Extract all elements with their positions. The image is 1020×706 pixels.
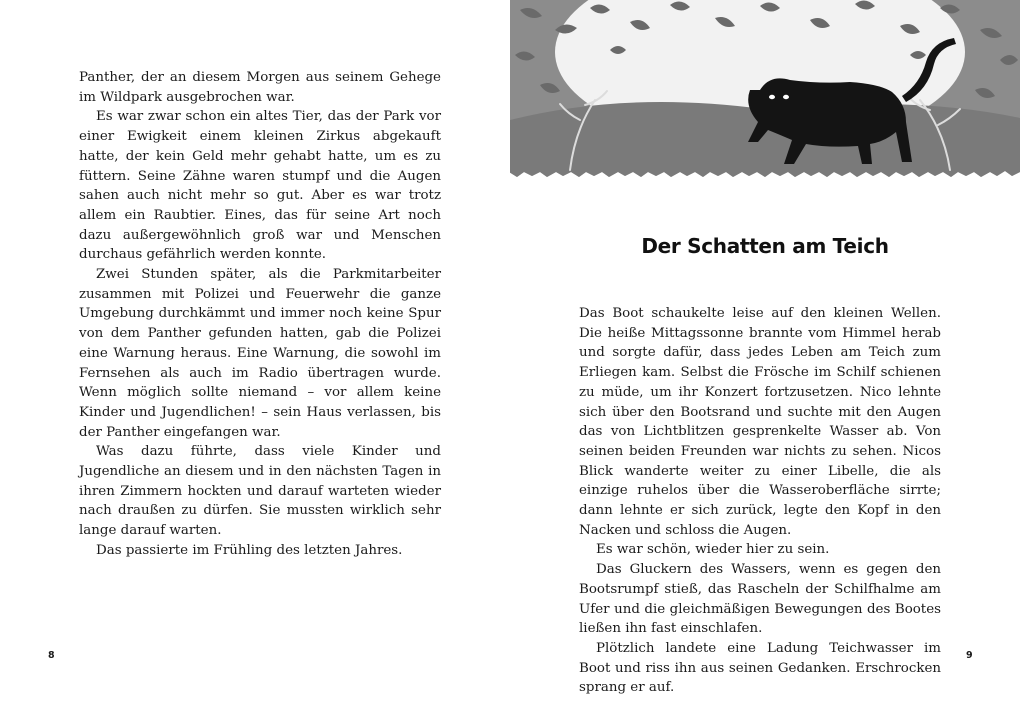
panther-illustration-icon — [510, 0, 1020, 182]
page-number-right: 9 — [966, 650, 973, 661]
left-page-text — [79, 68, 441, 561]
page-number-left: 8 — [48, 650, 55, 661]
paragraph: Plötzlich landete eine Ladung Teichwasser im Boot und riss ihn aus seinen Gedanken. Erschrocken sprang er auf. — [579, 640, 941, 696]
paragraph: Das Gluckern des Wassers, wenn es gegen den Bootsrumpf stieß, das Rascheln der Schilfhalme am Ufer und die gleichmäßigen Bewegungen des Bootes ließen ihn fast einschlafen. — [579, 562, 941, 637]
right-page-text — [579, 304, 941, 698]
paragraph: Es war zwar schon ein altes Tier, das der Park vor einer Ewigkeit einem kleinen Zirkus abgekauft hatte, der kein Geld mehr gehabt hatte, um es zu füttern. Seine Zähne waren stumpf und die Augen sahen auch nicht mehr so gut. Aber es war trotz allem ein Raubtier. Eines, das für seine Art noch dazu außergewöhnlich groß war und Menschen durchaus gefährlich werden konnte. — [79, 109, 441, 263]
paragraph: Das passierte im Frühling des letzten Jahres. — [96, 542, 403, 558]
paragraph: Panther, der an diesem Morgen aus seinem Gehege im Wildpark ausgebrochen war. — [79, 70, 441, 105]
chapter-title: Der Schatten am Teich — [641, 234, 889, 258]
right-page — [510, 0, 1020, 706]
paragraph: Was dazu führte, dass viele Kinder und Jugendliche an diesem und in den nächsten Tagen in ihren Zimmern hockten und darauf warteten wieder nach draußen zu dürfen. Sie mussten wirklich sehr lange darauf warten. — [79, 444, 441, 539]
paragraph: Es war schön, wieder hier zu sein. — [596, 542, 830, 558]
paragraph: Zwei Stunden später, als die Parkmitarbeiter zusammen mit Polizei und Feuerwehr die ganze Umgebung durchkämmt und immer noch keine Spur von dem Panther gefunden hatten, gab die Polizei eine Warnung heraus. Eine Warnung, die sowohl im Fernsehen als auch im Radio übertragen wurde. Wenn möglich sollte niemand – vor allem keine Kinder und Jugendlichen! – sein Haus verlassen, bis der Panther eingefangen war. — [79, 267, 441, 440]
paragraph: Das Boot schaukelte leise auf den kleinen Wellen. Die heiße Mittagssonne brannte vom Himmel herab und sorgte dafür, dass jedes Leben am Teich zum Erliegen kam. Selbst die Frösche im Schilf schienen zu müde, um ihr Konzert fortzusetzen. Nico lehnte sich über den Bootsrand und suchte mit den Augen das von Lichtblitzen gesprenkelte Wasser ab. Von seinen beiden Freunden war nichts zu sehen. Nicos Blick wanderte weiter zu einer Libelle, die als einzige ruhelos über die Wasseroberfläche sirrte; dann lehnte er sich zurück, legte den Kopf in den Nacken und schloss die Augen. — [579, 306, 941, 538]
